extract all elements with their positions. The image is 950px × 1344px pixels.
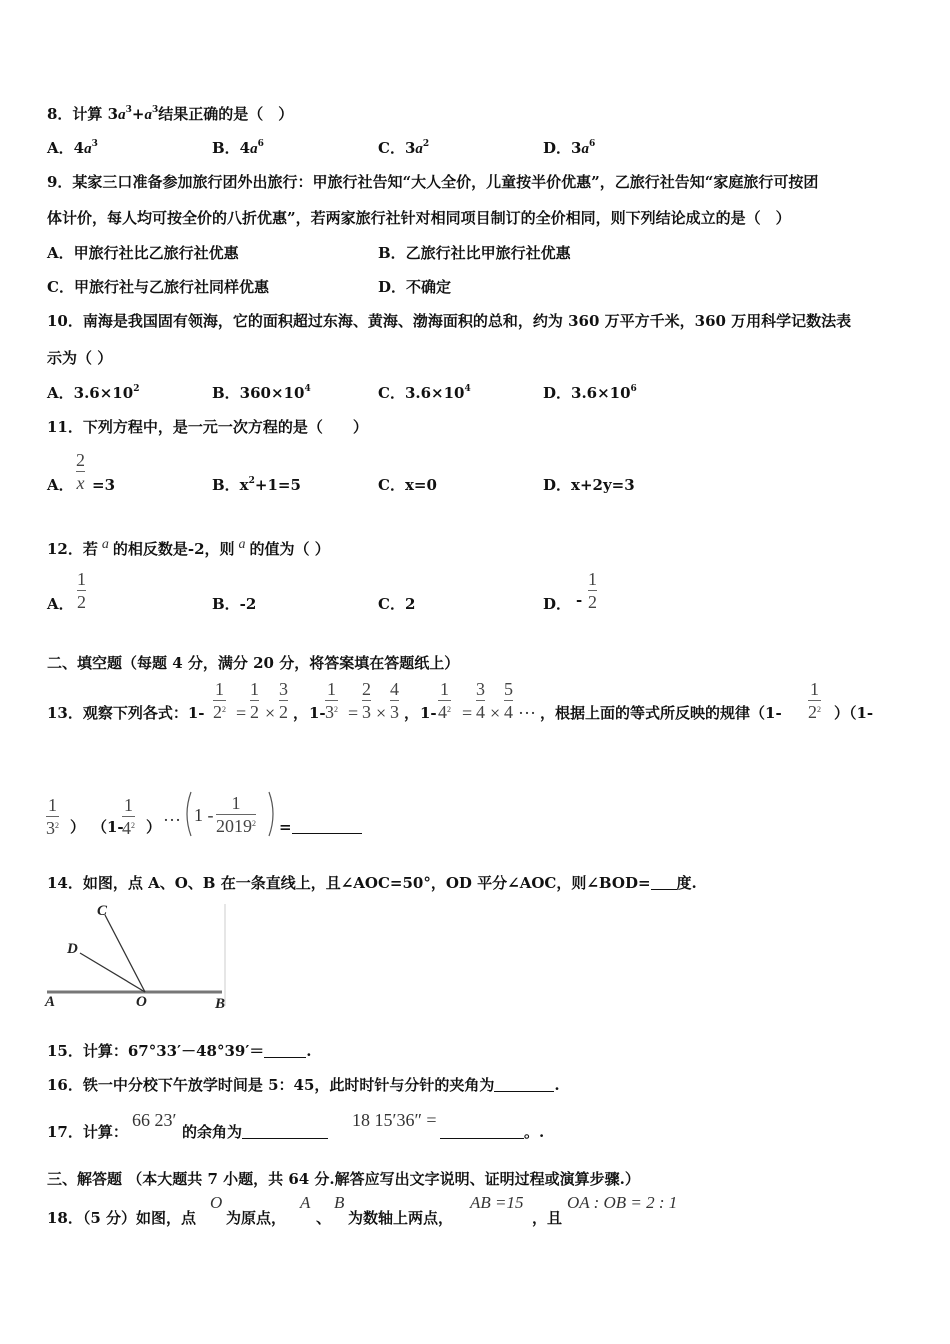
q10-option-d: D．$3.6\times 10^6$ [543,384,637,402]
q12-option-b: B．-2 [212,595,257,613]
q13-comma-2: ， [404,704,420,722]
q13-line2-equals: = [279,817,362,837]
q13-left-paren [187,792,191,836]
q14-answer-blank[interactable] [651,873,677,890]
q14-label-o: O [136,994,147,1010]
q13-frac-1-over-2: 1 2 [250,679,259,722]
q18-label: 18．（5 分）如图，点 [47,1209,197,1227]
q13-comma-1: ， [293,704,309,722]
q13-frac-1-over-2019sq: 1 2019$^2$ [216,793,256,836]
q8-option-b: B．$4a^6$ [212,139,264,157]
q9-stem-line2: 体计价，每人均可按全价的八折优惠”，若两家旅行社针对相同项目制订的全价相同，则下列结论成立的是（ ） [47,209,791,227]
q13-frac-line2-1-over-3sq: 1 $3^2$ [46,795,59,838]
q10-stem-line2: 示为（ ） [47,349,113,367]
q13-times-1: × [265,703,276,723]
q18-point-a: A [300,1193,311,1212]
q18-text-2: 为数轴上两点， [348,1209,454,1227]
q9-option-b: B．乙旅行社比甲旅行社优惠 [378,244,571,262]
q13-times-3: × [490,703,501,723]
q13-frac-1-over-3sq: 1 $3^2$ [325,679,338,722]
q9-option-c: C．甲旅行社与乙旅行社同样优惠 [47,278,269,296]
q15-answer-blank[interactable] [264,1041,306,1058]
q13-one-minus-3: 1- [420,704,437,722]
q8-stem: 8．计算 $3a^3+a^3$结果正确的是（ ） [47,105,294,123]
q14-label-b: B [215,996,226,1010]
q13-tail: ，根据上面的等式所反映的规律（1- [540,704,782,722]
q18-separator: 、 [316,1209,332,1227]
q13-right-paren [269,792,273,836]
q18-text-1: 为原点， [226,1209,287,1227]
q15-stem: 15．计算：67°33′－48°39′＝ . [47,1042,312,1060]
q11-stem: 11．下列方程中，是一元一次方程的是（ ） [47,418,368,436]
q10-option-a: A．$3.6\times 10^2$ [47,384,140,402]
q13-tail2: ）（1- [834,704,874,722]
q17-second: 。. [440,1122,544,1142]
q14-label-d: D [67,941,78,957]
q14-stem: 14．如图，点 A、O、B 在一条直线上，且∠AOC=50°，OD 平分∠AOC，则∠BOD= 度. [47,874,697,892]
q17-angle-2: 18 15′36″ = [352,1110,437,1130]
q13-frac-3-over-2: 3 2 [279,679,288,722]
q13-ellipsis-1: … [518,698,536,718]
q17-answer-blank-1[interactable] [242,1122,328,1139]
q11-option-c: C．x=0 [378,476,437,494]
q18-point-b: B [334,1193,345,1212]
q13-line2-close-1: ） [70,818,86,836]
q11-option-a-rest: =3 [92,476,116,494]
section-3-title: 三、解答题 （本大题共 7 小题，共 64 分.解答应写出文字说明、证明过程或演算步骤.） [47,1170,640,1188]
q11-option-d: D．x+2y=3 [543,476,635,494]
q18-ab-length: AB =15 [470,1193,524,1212]
section-2-title: 二、填空题（每题 4 分，满分 20 分，将答案填在答题纸上） [47,654,460,672]
q13-times-2: × [376,703,387,723]
q9-option-a: A．甲旅行社比乙旅行社优惠 [47,244,239,262]
q12-option-a-label: A． [47,595,74,613]
q13-one-minus-2: 1- [309,704,326,722]
q9-stem-line1: 9．某家三口准备参加旅行团外出旅行：甲旅行社告知“大人全价，儿童按半价优惠”，乙旅行社告知“家庭旅行可按团 [47,173,819,191]
q13-frac-1-over-4sq: 1 $4^2$ [438,679,451,722]
q13-line2-one-minus: 1 - [194,805,214,825]
q17-answer-blank-2[interactable] [440,1122,524,1139]
q8-option-a: A．$4a^3$ [47,139,98,157]
q9-option-d: D．不确定 [378,278,452,296]
q13-answer-blank[interactable] [292,817,362,834]
q12-stem: 12．若 a 的相反数是-2，则 a 的值为（ ） [47,537,330,558]
q13-eq-3: = [462,703,473,723]
q18-point-o: O [210,1193,223,1212]
q8-option-c: C．$3a^2$ [378,139,430,157]
q13-eq-2: = [348,703,359,723]
q12-option-d-sign: - [576,591,583,609]
q11-option-b: B．$x^2+1=5$ [212,476,301,494]
q10-stem-line1: 10．南海是我国固有领海，它的面积超过东海、黄海、渤海面积的总和，约为 360 万平方千米，360 万用科学记数法表 [47,312,852,330]
q17-complement: 的余角为 [182,1122,328,1142]
q13-frac-1-over-2sq: 1 $2^2$ [213,679,226,722]
q12-option-d-label: D． [543,595,572,613]
q11-option-a-label: A． [47,476,74,494]
q18-ratio: OA : OB = 2 : 1 [567,1193,678,1212]
q16-answer-blank[interactable] [494,1075,554,1092]
q13-frac-line2-1-over-4sq: 1 $4^2$ [122,795,135,838]
q12-option-d-fraction: 1 2 [588,569,597,612]
q17-angle-1: 66 23′ [132,1110,177,1130]
q14-figure [42,900,232,1010]
q14-label-a: A [45,994,56,1010]
q13-line2-close-2: ） [146,818,162,836]
q14-label-c: C [97,903,108,919]
q16-stem: 16．铁一中分校下午放学时间是 5：45，此时时针与分针的夹角为 . [47,1076,560,1094]
q12-option-c: C．2 [378,595,416,613]
q10-option-b: B．$360\times 10^4$ [212,384,311,402]
q13-line2-ellipsis: … [163,805,181,825]
q13-frac-3-over-4: 3 4 [476,679,485,722]
q13-label: 13．观察下列各式：1- [47,704,205,722]
q13-frac-5-over-4: 5 4 [504,679,513,722]
q13-frac-tail-1-over-2sq: 1 $2^2$ [808,679,821,722]
q10-option-c: C．$3.6\times 10^4$ [378,384,471,402]
q13-frac-4-over-3: 4 3 [390,679,399,722]
q11-option-a-fraction: 2 x [76,450,85,493]
q13-frac-2-over-3: 2 3 [362,679,371,722]
q13-eq-1: = [236,703,247,723]
q8-option-d: D．$3a^6$ [543,139,596,157]
q13-line2-open: （1- [92,818,124,836]
q18-text-3: ，且 [532,1209,563,1227]
q12-option-a-fraction: 1 2 [77,569,86,612]
q17-label: 17．计算： [47,1123,128,1141]
